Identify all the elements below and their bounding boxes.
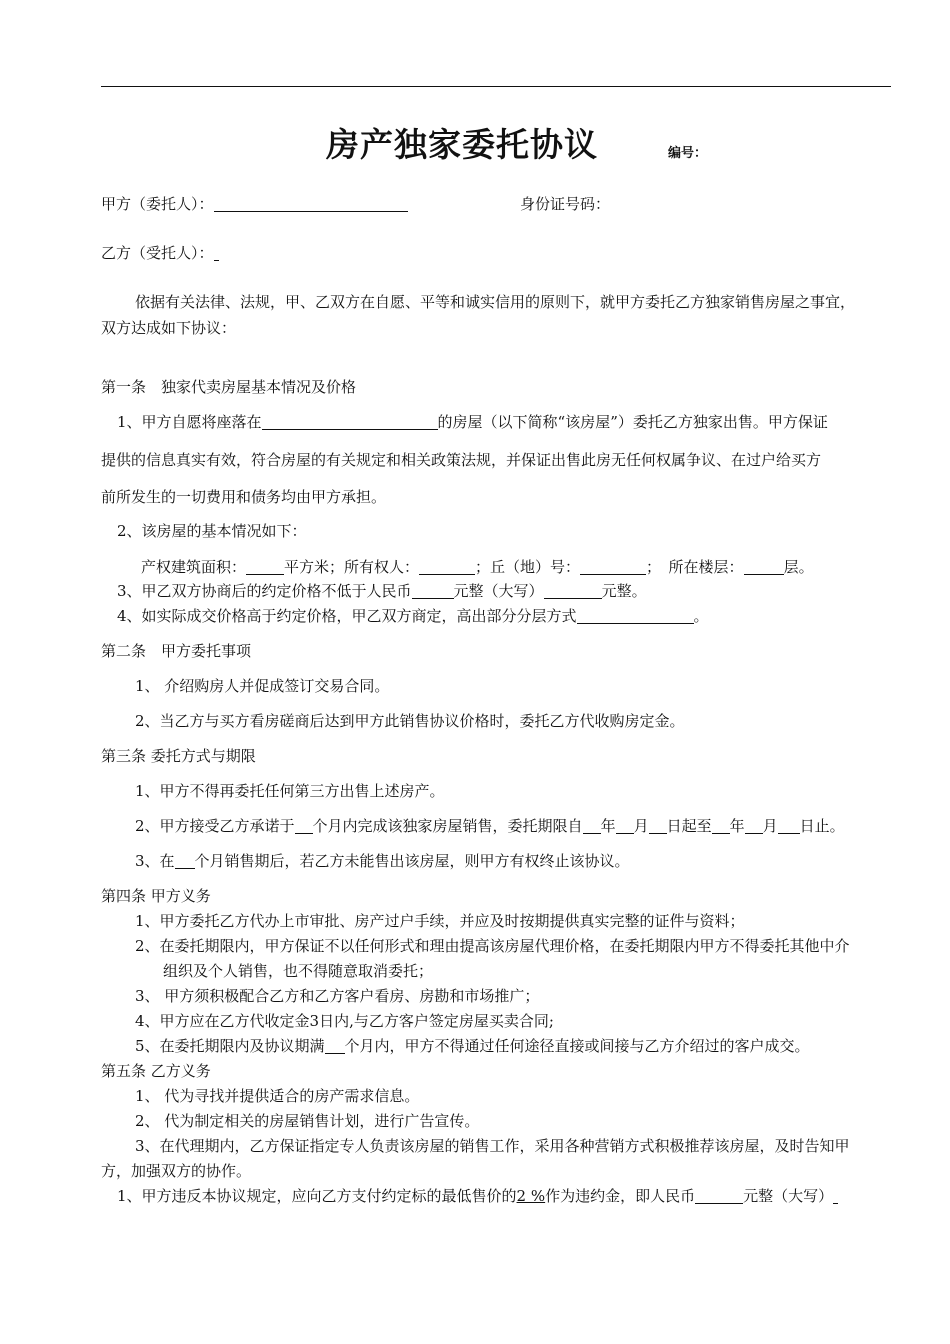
intro-line-1: 依据有关法律、法规，甲、乙双方在自愿、平等和诚实信用的原则下，就甲方委托乙方独家销售房屋之事宜，: [135, 293, 856, 311]
art4-p2-line1: 2、在委托期限内，甲方保证不以任何形式和理由提高该房屋代理价格，在委托期限内甲方不得委托其他中介: [135, 937, 850, 955]
art1-p1-line1: 1、甲方自愿将座落在 的房屋（以下简称“该房屋”）委托乙方独家出售。甲方保证: [117, 413, 828, 431]
art4-p4: 4、甲方应在乙方代收定金3日内,与乙方客户签定房屋买卖合同;: [135, 1012, 554, 1030]
end-day-blank[interactable]: [778, 817, 800, 834]
header-rule: [101, 86, 891, 87]
start-month-blank[interactable]: [616, 817, 634, 834]
price-words-blank[interactable]: [544, 582, 602, 599]
months-after-blank[interactable]: [325, 1037, 345, 1054]
owner-blank[interactable]: [419, 558, 475, 575]
art5-p1: 1、 代为寻找并提供适合的房产需求信息。: [135, 1087, 420, 1105]
breach-p1: 1、甲方违反本协议规定，应向乙方支付约定标的最低售价的2 %作为违约金，即人民币 元整（大写）: [117, 1186, 838, 1206]
number-label: 编号：: [668, 146, 708, 161]
art5-p3-line2: 方，加强双方的协作。: [101, 1162, 252, 1180]
art5-p3-line1: 3、在代理期内，乙方保证指定专人负责该房屋的销售工作，采用各种营销方式积极推荐该房屋，及时告知甲: [135, 1137, 850, 1155]
end-year-blank[interactable]: [712, 817, 730, 834]
art2-heading: 第二条 甲方委托事项: [101, 642, 252, 660]
art1-p2-details: 产权建筑面积： 平方米；所有权人： ；丘（地）号： ； 所在楼层： 层。: [141, 558, 814, 576]
party-b-label: 乙方（受托人）：: [101, 244, 214, 262]
period-blank[interactable]: [175, 852, 195, 869]
art1-p4: 4、如实际成交价格高于约定价格，甲乙双方商定，高出部分分层方式 。: [117, 607, 709, 625]
art1-p1-line3: 前所发生的一切费用和债务均由甲方承担。: [101, 488, 387, 506]
art3-p3: 3、在 个月销售期后，若乙方未能售出该房屋，则甲方有权终止该协议。: [135, 852, 630, 870]
penalty-words-blank[interactable]: [833, 1187, 838, 1204]
floor-blank[interactable]: [744, 558, 784, 575]
art2-p1: 1、 介绍购房人并促成签订交易合同。: [135, 677, 390, 695]
price-blank[interactable]: [412, 582, 454, 599]
art1-p2: 2、该房屋的基本情况如下：: [117, 522, 307, 540]
party-b-line: [101, 243, 219, 263]
art5-heading: 第五条 乙方义务: [101, 1062, 211, 1080]
art4-heading: 第四条 甲方义务: [101, 887, 211, 905]
art3-p2: 2、甲方接受乙方承诺于 个月内完成该独家房屋销售，委托期限自 年 月 日起至 年 月 日止。: [135, 817, 845, 835]
months-blank[interactable]: [295, 817, 313, 834]
lot-blank[interactable]: [580, 558, 646, 575]
party-a-label: 甲方（委托人）：: [101, 195, 214, 213]
party-b-blank[interactable]: [214, 244, 219, 261]
art3-heading: 第三条 委托方式与期限: [101, 747, 256, 765]
art4-p3: 3、 甲方须积极配合乙方和乙方客户看房、房勘和市场推广；: [135, 987, 540, 1005]
penalty-percent: 2 %: [516, 1187, 546, 1205]
art4-p1: 1、甲方委托乙方代办上市审批、房产过户手续，并应及时按期提供真实完整的证件与资料；: [135, 912, 745, 930]
art1-p1-line2: 提供的信息真实有效，符合房屋的有关规定和相关政策法规，并保证出售此房无任何权属争议、在过户给买方: [101, 451, 822, 469]
art3-p1: 1、甲方不得再委托任何第三方出售上述房产。: [135, 782, 445, 800]
intro-line-2: 双方达成如下协议：: [101, 319, 237, 337]
area-blank[interactable]: [246, 558, 284, 575]
id-label: 身份证号码：: [520, 195, 611, 213]
document-title: 房产独家委托协议: [326, 125, 598, 164]
penalty-amount-blank[interactable]: [695, 1187, 743, 1204]
art2-p2: 2、当乙方与买方看房磋商后达到甲方此销售协议价格时，委托乙方代收购房定金。: [135, 712, 685, 730]
party-a-line: [101, 194, 408, 214]
art1-p3: 3、甲乙双方协商后的约定价格不低于人民币 元整（大写） 元整。: [117, 582, 647, 600]
art4-p5: 5、在委托期限内及协议期满 个月内，甲方不得通过任何途径直接或间接与乙方介绍过的客户成交。: [135, 1037, 810, 1055]
end-month-blank[interactable]: [745, 817, 763, 834]
party-a-blank[interactable]: [214, 195, 408, 212]
start-day-blank[interactable]: [649, 817, 667, 834]
art1-heading: 第一条 独家代卖房屋基本情况及价格: [101, 378, 357, 396]
art4-p2-line2: 组织及个人销售，也不得随意取消委托；: [163, 962, 434, 980]
art5-p2: 2、 代为制定相关的房屋销售计划，进行广告宣传。: [135, 1112, 480, 1130]
start-year-blank[interactable]: [583, 817, 601, 834]
split-method-blank[interactable]: [577, 607, 694, 624]
location-blank[interactable]: [262, 413, 438, 430]
